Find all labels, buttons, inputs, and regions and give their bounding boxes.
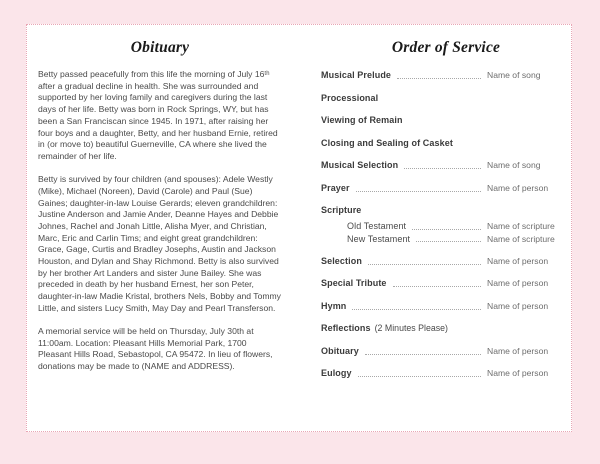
service-item-special-tribute: [321, 277, 571, 290]
dotted-leader: [416, 241, 481, 242]
obituary-paragraph: A memorial service will be held on Thursday, July 30th at 11:00am. Location: Pleasant Hills Memorial Park, 1700 Pleasant Hills Road, Sebastopol, CA 95472. In lieu of flowers, donations may be made to (NAME and ADDRESS).: [38, 326, 273, 372]
service-item-label: Processional: [321, 92, 379, 103]
service-item-value: Name of scripture: [487, 233, 555, 244]
service-item-reflections: [321, 322, 571, 335]
service-item-label: New Testament: [347, 233, 411, 244]
service-item-obituary: [321, 345, 571, 358]
service-item-value: Name of person: [487, 182, 549, 193]
order-of-service-section: [321, 39, 571, 390]
dotted-leader: [352, 309, 481, 310]
service-item-value: Name of person: [487, 255, 549, 266]
service-item-label: Hymn: [321, 300, 347, 311]
service-item-label: Reflections: [321, 323, 371, 333]
service-item-new-testament: [347, 233, 571, 246]
order-of-service-list: [321, 69, 571, 380]
service-item-musical-prelude: [321, 69, 571, 82]
service-item-processional: [321, 92, 571, 105]
dotted-leader: [365, 354, 481, 355]
program-inside-spread: [26, 24, 572, 432]
service-item-prayer: [321, 182, 571, 195]
dotted-leader: [393, 286, 481, 287]
service-item-label: Scripture: [321, 205, 362, 215]
service-item-label: Closing and Sealing of Casket: [321, 137, 453, 148]
service-item-value: Name of person: [487, 345, 549, 356]
service-item-value: Name of scripture: [487, 221, 555, 231]
dotted-leader: [358, 376, 481, 377]
service-item-closing-and-sealing-of-casket: [321, 137, 571, 150]
scripture-sub-list: [321, 220, 571, 245]
service-item-note: (2 Minutes Please): [374, 323, 448, 333]
service-item-old-testament: [347, 220, 571, 233]
order-of-service-title: Order of Service: [391, 39, 501, 56]
service-item-value: Name of person: [487, 278, 549, 288]
service-item-label: Special Tribute: [321, 278, 387, 288]
service-item-label: Musical Prelude: [321, 70, 392, 80]
service-item-viewing-of-remain: [321, 114, 571, 127]
obituary-section: [38, 39, 282, 384]
service-item-label: Prayer: [321, 182, 350, 193]
service-item-musical-selection: [321, 159, 571, 172]
service-item-value: Name of song: [487, 70, 541, 80]
obituary-text: [38, 69, 282, 373]
service-item-label: Musical Selection: [321, 160, 399, 170]
dotted-leader: [412, 229, 481, 230]
service-item-hymn: [321, 300, 571, 313]
dotted-leader: [404, 168, 481, 169]
service-item-label: Old Testament: [347, 221, 407, 231]
obituary-paragraph: Betty is survived by four children (and spouses): Adele Westly (Mike), Michael (Noreen), David (Carole) and Paul (Sue) Gaines; daughter-in-law Louise Gerards; eleven grandchildren: Justine Anderson and Jamie Ander, Deanne Hayes and Debbie Johnes, Rachel and Jonah Little, Alisha Myer, and Christian, Marc, Eric and Carlin Tims; and eight great grandchildren: Grace, Gage, Curtis and Bradley Josephs, Austin and Jackson Houston, and Dylan and Shay Richmond. Betty is also survived by her brother Art Landers and sister June Bailey. She was preceded in death by her husband Ernest, her son Peter, daughter-in-law Madie Kristal, brothers Nels, Bobby and Tommy Little, and sisters Lucy Smith, May Day and Pearl Transferson.: [38, 174, 281, 313]
obituary-paragraph: Betty passed peacefully from this life the morning of July 16ᵗʰ after a gradual decline in health. She was surrounded and supported by her loving family and caregivers during the last days of her life. Betty was born in Rock Springs, WY, but has been a San Franciscan since 1945. In 1971, after raising her four boys and a daughter, Betty, and her husband Ernie, retired in (or move to) beautiful Guerneville, CA where she lived the remainder of her life.: [38, 69, 278, 161]
service-item-scripture: [321, 204, 571, 217]
service-item-value: Name of person: [487, 368, 549, 378]
service-item-selection: [321, 255, 571, 268]
obituary-title: Obituary: [130, 39, 190, 56]
service-item-label: Obituary: [321, 345, 359, 356]
dotted-leader: [356, 191, 481, 192]
dotted-leader: [397, 78, 481, 79]
dotted-leader: [368, 264, 481, 265]
service-item-value: Name of person: [487, 300, 549, 311]
service-item-label: Viewing of Remain: [321, 115, 403, 125]
service-item-eulogy: [321, 367, 571, 380]
service-item-label: Eulogy: [321, 368, 352, 378]
service-item-value: Name of song: [487, 160, 541, 170]
service-item-label: Selection: [321, 255, 362, 266]
